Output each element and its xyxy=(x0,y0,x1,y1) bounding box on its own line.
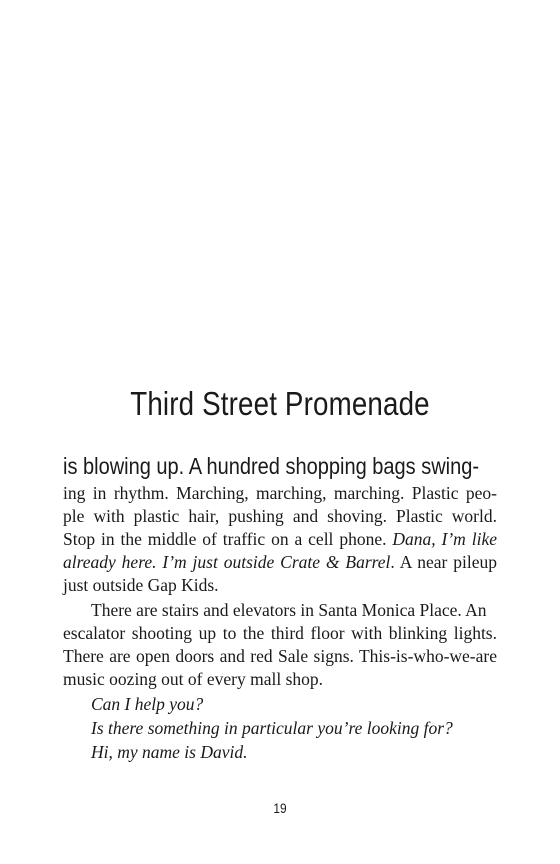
italic-speech: already here. I’m just outside Crate & Barrel xyxy=(63,552,391,572)
paragraph-2-line-3: There are open doors and red Sale signs. This-is-who-we-are xyxy=(63,646,497,666)
paragraph-2-line-4: music oozing out of every mall shop. xyxy=(63,669,324,689)
page-number: 19 xyxy=(273,800,287,816)
text-span: Stop in the middle of traffic on a cell phone. xyxy=(63,529,393,549)
paragraph-1-line-1: ing in rhythm. Marching, marching, marching. Plastic peo- xyxy=(63,483,497,503)
italic-speech: Dana, I’m like xyxy=(392,529,497,549)
paragraph-2-line-2: escalator shooting up to the third floor with blinking lights. xyxy=(63,623,497,643)
paragraph-1-line-4 xyxy=(63,551,497,574)
paragraph-1-line-3 xyxy=(63,528,497,551)
dialogue-line-3: Hi, my name is David. xyxy=(91,742,248,762)
dialogue-line-2: Is there something in particular you’re looking for? xyxy=(91,718,453,738)
paragraph-1-line-2: ple with plastic hair, pushing and shoving. Plastic world. xyxy=(63,506,497,526)
paragraph-1-line-5: just outside Gap Kids. xyxy=(63,575,219,595)
lead-line: is blowing up. A hundred shopping bags swing- xyxy=(63,453,480,479)
dialogue-line-1: Can I help you? xyxy=(91,694,204,714)
text-span: . A near pileup xyxy=(390,552,497,572)
chapter-title: Third Street Promenade xyxy=(130,385,430,422)
paragraph-2-line-1: There are stairs and elevators in Santa Monica Place. An xyxy=(91,600,487,620)
